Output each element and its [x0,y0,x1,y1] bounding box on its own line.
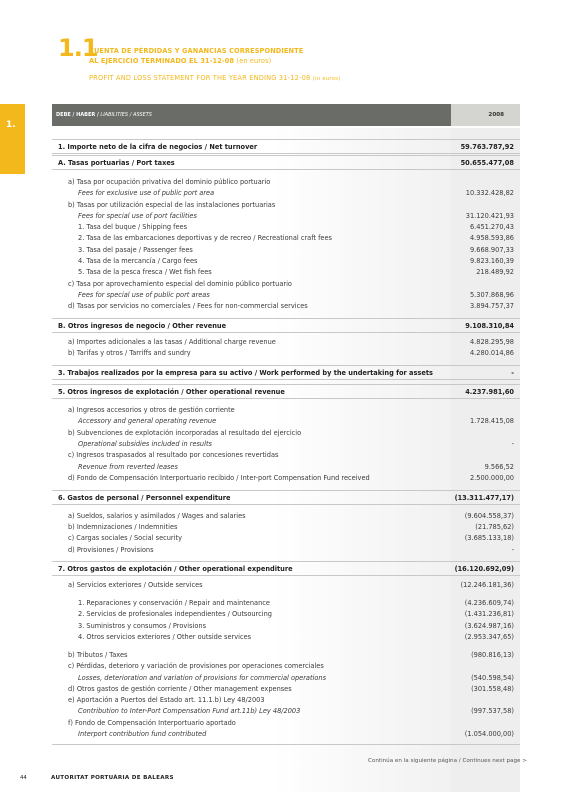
row-value: (301.558,48) [471,685,514,693]
row-value: - [511,440,514,448]
row-label: a) Servicios exteriores / Outside services [68,581,203,589]
organization-name: AUTORITAT PORTUÀRIA DE BALEARS [51,775,174,781]
column-label-bold: DEBE / HABER / [56,112,99,118]
row-separator [52,169,520,170]
row-value: 4.280.014,86 [469,349,514,357]
row-label: Interport contribution fund contributed [78,730,207,738]
row-value: 9.823.160,39 [469,257,514,265]
year-column-header [451,104,520,126]
row-label: c) Tasa por aprovechamiento especial del dominio público portuario [68,280,292,288]
row-label: Accessory and general operating revenue [78,417,217,425]
title-line-2-text: AL EJERCICIO TERMINADO EL 31-12-08 [89,57,235,65]
row-label: b) Tributos / Taxes [68,651,128,659]
row-value: - [511,546,514,554]
row-value: 4.237.981,60 [465,388,514,396]
row-label: 1. Tasa del buque / Shipping fees [78,223,188,231]
column-label-italic: LIABILITIES / ASSETS [98,112,152,118]
row-separator [52,561,520,562]
row-label: 1. Importe neto de la cifra de negocios / Net turnover [58,143,258,151]
row-value: (13.311.477,17) [454,494,514,502]
row-value: (997.537,58) [471,707,514,715]
row-label: 1. Reparaciones y conservación / Repair and maintenance [78,599,270,607]
row-separator [52,490,520,491]
row-value: 4.828.295,98 [469,338,514,346]
row-label: b) Indemnizaciones / Indemnities [68,523,178,531]
row-value: (16.120.692,09) [454,565,514,573]
continues-note: Continúa en la siguiente página / Continues next page > [368,758,527,764]
row-value: (9.604.558,37) [464,512,514,520]
row-label: B. Otros ingresos de negocio / Other revenue [58,322,227,330]
row-value: (980.816,13) [471,651,514,659]
row-separator [52,155,520,156]
row-label: 2. Servicios de profesionales independientes / Outsourcing [78,610,272,618]
row-label: 3. Tasa del pasaje / Passenger fees [78,246,193,254]
row-value: (12.246.181,36) [460,581,514,589]
row-label: a) Ingresos accesorios y otros de gestión corriente [68,406,235,414]
row-separator [52,139,520,140]
subtitle-unit: (in euros) [312,76,341,82]
row-label: 5. Otros ingresos de explotación / Other operational revenue [58,388,285,396]
row-separator [52,384,520,385]
table-bottom-rule [52,744,520,745]
row-separator [52,379,520,380]
row-value: 50.655.477,08 [460,159,514,167]
row-label: f) Fondo de Compensación Interportuario aportado [68,719,236,727]
row-value: (2.953.347,65) [464,633,514,641]
row-value: (3.624.987,16) [464,622,514,630]
row-value: 218.489,92 [476,268,514,276]
row-label: c) Cargas sociales / Social security [68,534,182,542]
row-value: 9.566,52 [484,463,514,471]
row-value: 9.668.907,33 [469,246,514,254]
page-number: 44 [20,775,27,781]
row-value: (21.785,62) [475,523,514,531]
row-value: 6.451.270,43 [469,223,514,231]
column-label [56,112,152,118]
row-separator [52,332,520,333]
row-value: (540.598,54) [471,674,514,682]
row-label: b) Subvenciones de explotación incorporadas al resultado del ejercicio [68,429,302,437]
row-value: 9.108.310,84 [465,322,514,330]
title-line-2 [89,56,303,66]
row-label: a) Importes adicionales a las tasas / Additional charge revenue [68,338,276,346]
row-label: a) Tasa por ocupación privativa del dominio público portuario [68,178,271,186]
row-separator [52,153,520,154]
row-label: b) Tarifas y otros / Tarriffs and sundry [68,349,191,357]
row-label: d) Provisiones / Provisions [68,546,154,554]
row-separator [52,318,520,319]
page-title [89,46,303,66]
row-value: (1.431.236,81) [464,610,514,618]
row-separator [52,504,520,505]
row-label: c) Ingresos traspasados al resultado por concesiones revertidas [68,451,279,459]
row-label: 4. Tasa de la mercancía / Cargo fees [78,257,198,265]
row-label: 5. Tasa de la pesca fresca / Wet fish fees [78,268,212,276]
row-value: 3.894.757,37 [469,302,514,310]
row-separator [52,365,520,366]
title-line-1: CUENTA DE PÉRDIDAS Y GANANCIAS CORRESPONDIENTE [89,47,304,55]
row-separator [52,575,520,576]
row-label: d) Fondo de Compensación Interportuario recibido / Inter-port Compensation Fund received [68,474,370,482]
row-label: Fees for special use of public port areas [78,291,210,299]
section-tab [0,104,25,174]
subtitle-text: PROFIT AND LOSS STATEMENT FOR THE YEAR ENDING 31-12-08 [89,74,311,82]
row-label: d) Otros gastos de gestión corriente / Other management expenses [68,685,292,693]
row-label: Losses, deterioration and variation of provisions for commercial operations [78,674,327,682]
row-value: (1.054.000,00) [464,730,514,738]
row-label: 3. Suministros y consumos / Provisions [78,622,207,630]
row-label: 3. Trabajos realizados por la empresa para su activo / Work performed by the undertaking for assets [58,369,433,377]
row-label: a) Sueldos, salarios y asimilados / Wages and salaries [68,512,246,520]
year-label: 2008 [488,112,504,118]
row-label: 7. Otros gastos de explotación / Other operational expenditure [58,565,293,573]
row-value: 5.307.868,96 [469,291,514,299]
row-label: 2. Tasa de las embarcaciones deportivas y de recreo / Recreational craft fees [78,234,332,242]
row-label: d) Tasas por servicios no comerciales / Fees for non-commercial services [68,302,308,310]
row-value: 10.332.428,82 [465,189,514,197]
row-value: 4.958.593,86 [469,234,514,242]
row-value: 31.120.421,93 [465,212,514,220]
row-label: 4. Otros servicios exteriores / Other outside services [78,633,252,641]
row-separator [52,398,520,399]
table-header [52,104,520,126]
row-label: Fees for exclusive use of public port area [78,189,215,197]
row-label: c) Pérdidas, deterioro y variación de provisiones por operaciones comerciales [68,662,324,670]
row-value: 2.500.000,00 [469,474,514,482]
row-label: Revenue from reverted leases [78,463,178,471]
page-subtitle [89,74,340,82]
section-tab-label: 1. [6,120,16,130]
row-label: Fees for special use of port facilities [78,212,197,220]
row-value: (4.236.609,74) [464,599,514,607]
row-label: A. Tasas portuarias / Port taxes [58,159,175,167]
row-value: (3.685.133,18) [464,534,514,542]
section-number: 1.1 [58,34,98,62]
row-label: 6. Gastos de personal / Personnel expenditure [58,494,231,502]
title-unit: (en euros) [236,57,272,65]
row-label: Contribution to Inter-Port Compensation Fund art.11b) Ley 48/2003 [78,707,301,715]
row-value: 59.763.787,92 [460,143,514,151]
row-label: b) Tasas por utilización especial de las instalaciones portuarias [68,201,276,209]
row-value: - [511,369,514,377]
row-label: Operational subsidies included in results [78,440,212,448]
row-label: e) Aportación a Puertos del Estado art. 11.1.b) Ley 48/2003 [68,696,265,704]
row-value: 1.728.415,08 [469,417,514,425]
